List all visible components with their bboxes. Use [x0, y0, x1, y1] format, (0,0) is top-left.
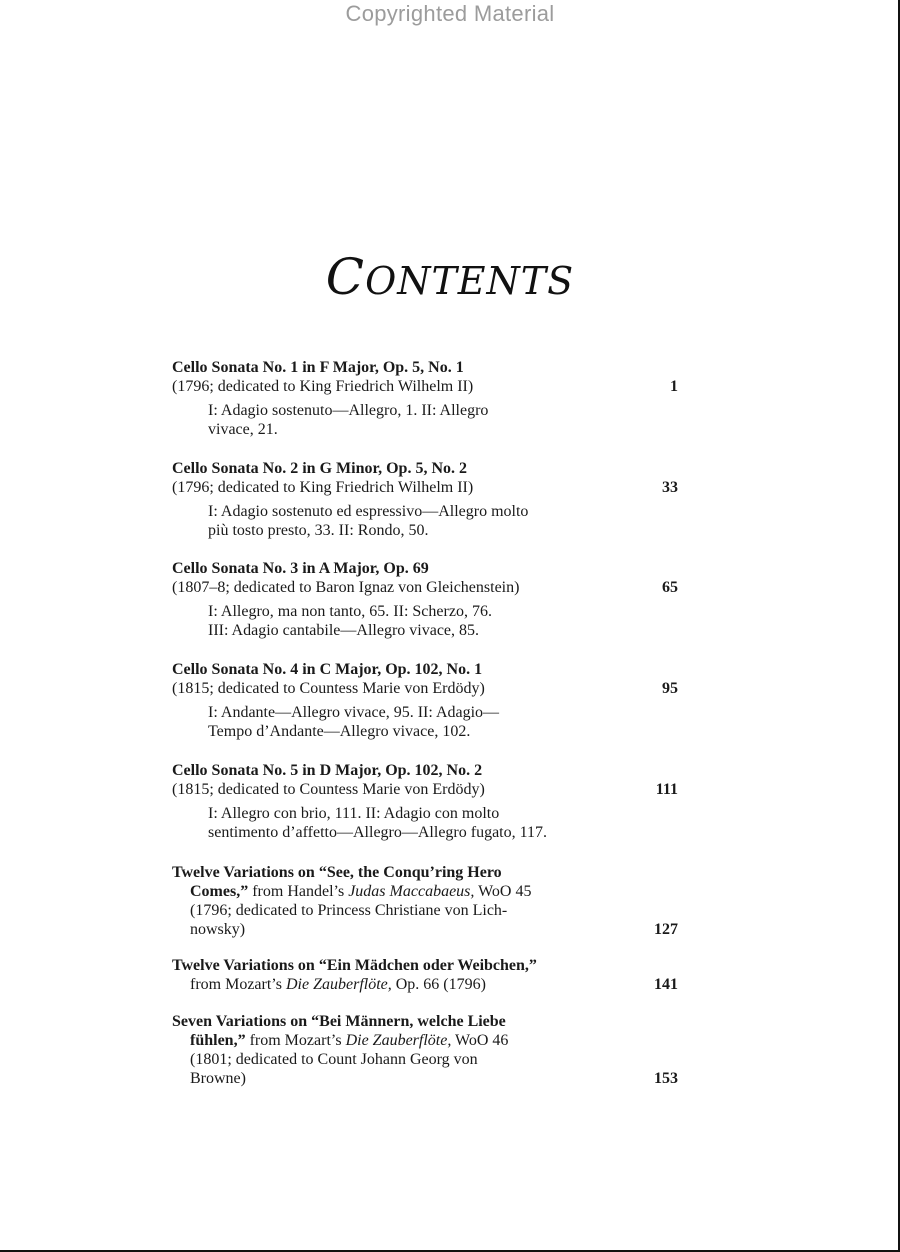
- movement-line: III: Adagio cantabile—Allegro vivace, 85.: [208, 622, 480, 639]
- entry-title: Cello Sonata No. 2 in G Minor, Op. 5, No. 2: [172, 460, 467, 477]
- entry-title: Seven Variations on “Bei Männern, welche Liebe: [172, 1013, 506, 1030]
- toc-entry: [172, 559, 682, 640]
- page-number: 33: [662, 479, 678, 496]
- entry-detail: from Mozart’s: [245, 1032, 346, 1049]
- title-initial: C: [325, 248, 366, 306]
- movement-line: I: Andante—Allegro vivace, 95. II: Adagio—: [208, 704, 500, 721]
- movement-line: I: Adagio sostenuto ed espressivo—Allegro molto: [208, 503, 529, 520]
- work-title: Die Zauberflöte,: [285, 976, 392, 993]
- entry-title: Cello Sonata No. 5 in D Major, Op. 102, No. 2: [172, 762, 483, 779]
- movement-line: più tosto presto, 33. II: Rondo, 50.: [208, 522, 429, 539]
- toc-entry: [172, 956, 682, 994]
- movement-line: I: Allegro, ma non tanto, 65. II: Scherzo, 76.: [208, 603, 492, 620]
- entry-title: Twelve Variations on “Ein Mädchen oder Weibchen,”: [172, 957, 537, 974]
- entry-movements: [172, 703, 682, 741]
- entry-detail: (1796; dedicated to King Friedrich Wilhelm II): [172, 479, 474, 496]
- page-number: 1: [670, 378, 678, 395]
- work-title: Die Zauberflöte,: [345, 1032, 452, 1049]
- entry-detail: Op. 66 (1796): [391, 976, 486, 993]
- toc-entry: [172, 863, 682, 939]
- watermark: Copyrighted Material: [345, 1, 555, 26]
- entry-detail: (1796; dedicated to King Friedrich Wilhelm II): [172, 378, 474, 395]
- toc-entry: [172, 660, 682, 741]
- work-title: Judas Maccabaeus,: [348, 883, 475, 900]
- movement-line: I: Adagio sostenuto—Allegro, 1. II: Allegro: [208, 402, 489, 419]
- entry-title-cont: Comes,”: [190, 883, 249, 900]
- entry-detail: (1807–8; dedicated to Baron Ignaz von Gleichenstein): [172, 579, 520, 596]
- entry-detail: WoO 46: [451, 1032, 509, 1049]
- movement-line: Tempo d’Andante—Allegro vivace, 102.: [208, 723, 471, 740]
- entry-title-cont: fühlen,”: [190, 1032, 246, 1049]
- entry-movements: [172, 502, 682, 540]
- entry-title: Cello Sonata No. 4 in C Major, Op. 102, No. 1: [172, 661, 483, 678]
- movement-line: vivace, 21.: [208, 421, 278, 438]
- entry-detail: (1815; dedicated to Countess Marie von Erdödy): [172, 680, 485, 697]
- entry-movements: [172, 602, 682, 640]
- page-number: 127: [654, 921, 678, 938]
- toc-entry: [172, 358, 682, 439]
- entry-movements: [172, 401, 682, 439]
- entry-detail: (1815; dedicated to Countess Marie von Erdödy): [172, 781, 485, 798]
- entry-title: Cello Sonata No. 1 in F Major, Op. 5, No. 1: [172, 359, 464, 376]
- page-number: 65: [662, 579, 678, 596]
- page-number: 95: [662, 680, 678, 697]
- entry-detail: Browne): [190, 1070, 246, 1087]
- toc-entry: [172, 761, 682, 842]
- toc-entry: [172, 459, 682, 540]
- entry-title: Twelve Variations on “See, the Conqu’ring Hero: [172, 864, 502, 881]
- page-title: [0, 248, 900, 306]
- entry-detail: (1796; dedicated to Princess Christiane von Lich-: [190, 902, 508, 919]
- entry-movements: [172, 804, 682, 842]
- entry-title: Cello Sonata No. 3 in A Major, Op. 69: [172, 560, 429, 577]
- movement-line: I: Allegro con brio, 111. II: Adagio con molto: [208, 805, 500, 822]
- page-number: 141: [654, 976, 678, 993]
- page-number: 111: [655, 781, 678, 798]
- entry-detail: (1801; dedicated to Count Johann Georg von: [190, 1051, 478, 1068]
- entry-detail: from Mozart’s: [190, 976, 286, 993]
- movement-line: sentimento d’affetto—Allegro—Allegro fugato, 117.: [208, 824, 548, 841]
- entry-detail: from Handel’s: [248, 883, 349, 900]
- entry-detail: nowsky): [190, 921, 246, 938]
- title-rest: ONTENTS: [365, 259, 575, 303]
- toc-entry: [172, 1012, 682, 1088]
- entry-detail: WoO 45: [474, 883, 532, 900]
- page-number: 153: [654, 1070, 678, 1087]
